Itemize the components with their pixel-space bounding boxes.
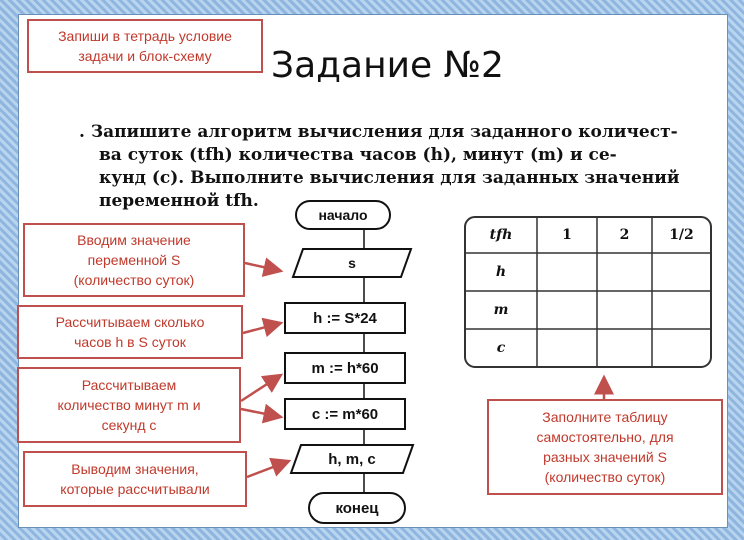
note-input: Вводим значение переменной S (количество суток) — [23, 223, 245, 297]
arrow-hours-note — [243, 323, 281, 333]
input-label: s — [348, 255, 356, 271]
table-row-c: c — [496, 340, 506, 356]
minutes-label: m := h*60 — [311, 359, 379, 377]
note-top: Запиши в тетрадь условие задачи и блок-схему — [27, 19, 263, 73]
table-header-half: 1/2 — [669, 227, 694, 243]
note-minutes: Рассчитываем количество минут m и секунд c — [17, 367, 241, 443]
arrow-input-note — [245, 263, 281, 271]
slide-title: Задание №2 — [271, 45, 504, 86]
note-output: Выводим значения, которые рассчитывали — [23, 451, 247, 507]
arrow-seconds-note — [241, 409, 281, 417]
arrow-minutes-note — [241, 375, 281, 401]
end-label: конец — [335, 499, 379, 517]
slide — [18, 14, 728, 528]
note-table: Заполните таблицу самостоятельно, для разных значений S (количество суток) — [487, 399, 723, 495]
table-header-2: 2 — [619, 227, 630, 243]
task-line-2: ва суток (tfh) количества часов (h), минут (m) и се- — [99, 145, 617, 165]
arrow-output-note — [247, 461, 289, 477]
start-label: начало — [318, 207, 368, 223]
output-label: h, m, c — [328, 450, 376, 468]
seconds-label: c := m*60 — [311, 405, 379, 423]
table-row-m: m — [493, 302, 509, 318]
task-line-4: переменной tfh. — [99, 191, 259, 211]
task-line-3: кунд (c). Выполните вычисления для заданных значений — [99, 168, 680, 188]
hours-label: h := S*24 — [313, 309, 377, 327]
table-header-tfh: tfh — [489, 227, 513, 243]
table-header-1: 1 — [562, 227, 572, 243]
task-line-1: . Запишите алгоритм вычисления для заданного количест- — [79, 122, 678, 142]
table-row-h: h — [495, 264, 507, 280]
note-hours: Рассчитываем сколько часов h в S суток — [17, 305, 243, 359]
